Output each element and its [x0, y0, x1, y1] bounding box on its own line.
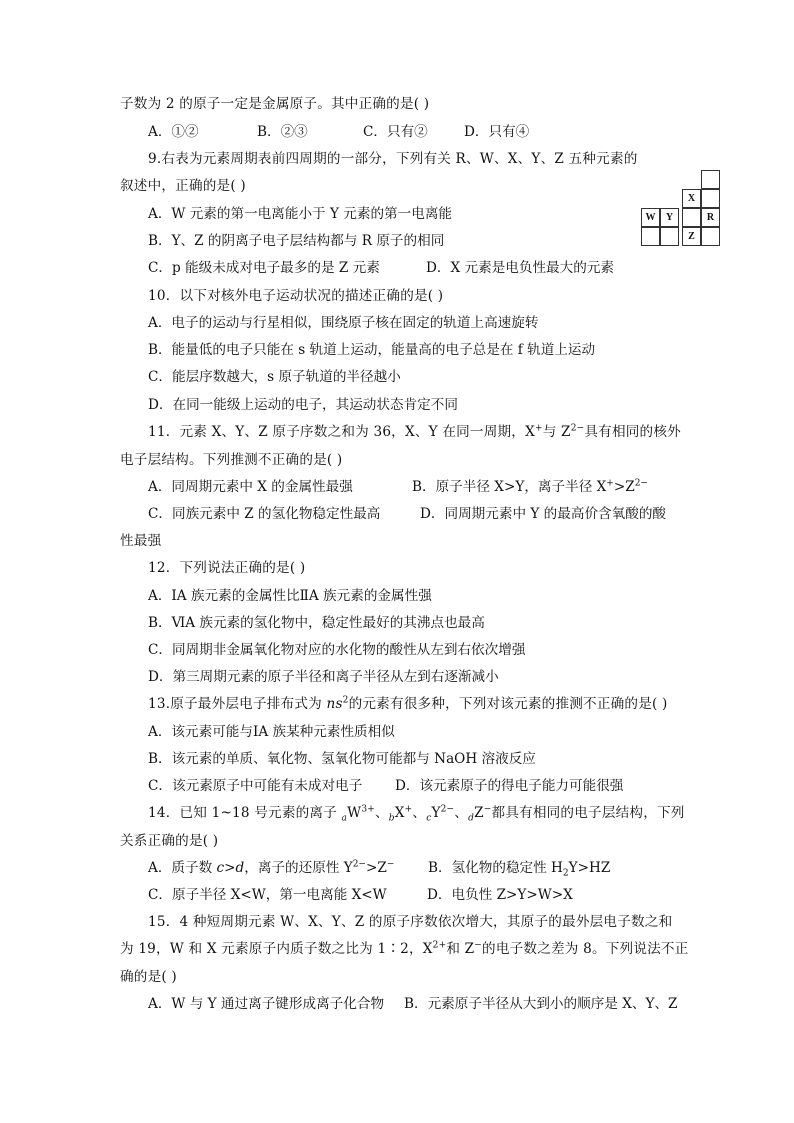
q15-option-a: A．W 与 Y 通过离子键形成离子化合物	[148, 996, 385, 1012]
q11-option-b: B．原子半径 X>Y，离子半径 $X^+>Z^{2-}$	[412, 478, 648, 495]
q11-option-a: A．同周期元素中 X 的金属性最强	[148, 479, 353, 495]
q13-option-d: D．该元素原子的得电子能力可能很强	[395, 778, 624, 794]
ptable-cell-w: W	[641, 208, 660, 227]
q12-option-a: A．ⅠA 族元素的金属性比ⅡA 族元素的金属性强	[148, 588, 432, 604]
ptable-cell-y: Y	[660, 208, 679, 227]
q11-stem-line2: 电子层结构。下列推测不正确的是( )	[120, 452, 343, 468]
q14-stem-line1: 14．已知 1~18 号元素的离子 $_aW^{3+}$、$_b$X+、$_cY^{2-}$、$_d$Z−都具有相同的电子层结构，下列	[148, 804, 685, 824]
q11-option-c: C．同族元素中 Z 的氢化物稳定性最高	[148, 506, 381, 522]
q11-stem-line1: 11．元素 X、Y、Z 原子序数之和为 36，X、Y 在同一周期，X+与 $Z^{2-}$具有相同的核外	[148, 423, 681, 440]
q9-stem-line1: 9.右表为元素周期表前四周期的一部分，下列有关 R、W、X、Y、Z 五种元素的	[148, 151, 638, 167]
q14-option-b: B．氢化物的稳定性 $H_2Y>HZ$	[428, 860, 611, 879]
q14-option-a: A．质子数 c>d，离子的还原性 $Y^{2-}>Z^-$	[148, 859, 395, 876]
ptable-cell-empty	[641, 227, 660, 246]
q9-option-a: A．W 元素的第一电离能小于 Y 元素的第一电离能	[148, 206, 453, 222]
q12-stem: 12．下列说法正确的是( )	[148, 560, 306, 576]
q14-option-d: D．电负性 Z>Y>W>X	[427, 887, 573, 903]
q10-option-b: B．能量低的电子只能在 s 轨道上运动，能量高的电子总是在 f 轨道上运动	[148, 342, 596, 358]
ptable-cell-empty	[682, 208, 701, 227]
q9-stem-line2: 叙述中，正确的是( )	[120, 178, 246, 194]
q11-option-d-cont: 性最强	[120, 533, 162, 549]
q14-stem-line2: 关系正确的是( )	[120, 833, 219, 849]
ptable-cell-x: X	[682, 189, 701, 208]
ptable-cell-empty	[701, 227, 720, 246]
q8-tail-line: 子数为 2 的原子一定是金属原子。其中正确的是( )	[120, 96, 430, 112]
q9-option-c: C．p 能级未成对电子最多的是 Z 元素	[148, 260, 380, 276]
q12-option-c: C．同周期非金属氧化物对应的水化物的酸性从左到右依次增强	[148, 642, 526, 658]
q14-option-c: C．原子半径 X<W，第一电离能 X<W	[148, 887, 387, 903]
q12-option-b: B．ⅥA 族元素的氢化物中，稳定性最好的其沸点也最高	[148, 615, 485, 631]
q13-stem: 13.原子最外层电子排布式为 $ns^2$的元素有很多种，下列对该元素的推测不正确的是( )	[148, 695, 668, 712]
q8-option-b: B．②③	[257, 124, 308, 140]
q15-stem-line3: 确的是( )	[120, 969, 177, 985]
ptable-cell-empty	[660, 227, 679, 246]
ptable-cell-empty	[701, 189, 720, 208]
ptable-cell-r: R	[701, 208, 720, 227]
q11-option-d: D．同周期元素中 Y 的最高价含氧酸的酸	[420, 506, 667, 522]
q13-option-b: B．该元素的单质、氧化物、氢氧化物可能都与 NaOH 溶液反应	[148, 751, 536, 767]
q9-option-d: D．X 元素是电负性最大的元素	[426, 260, 615, 276]
q10-stem: 10．以下对核外电子运动状况的描述正确的是( )	[148, 288, 444, 304]
periodic-table-fragment	[641, 170, 721, 250]
q8-option-d: D．只有④	[464, 124, 530, 140]
q15-option-b: B．元素原子半径从大到小的顺序是 X、Y、Z	[404, 996, 678, 1012]
q12-option-d: D．第三周期元素的原子半径和离子半径从左到右逐渐减小	[148, 669, 499, 685]
q10-option-d: D．在同一能级上运动的电子，其运动状态肯定不同	[148, 397, 458, 413]
ptable-cell-top-right	[701, 170, 720, 189]
q10-option-a: A．电子的运动与行星相似，围绕原子核在固定的轨道上高速旋转	[148, 315, 539, 331]
q8-option-a: A．①②	[148, 124, 199, 140]
ptable-cell-z: Z	[682, 227, 701, 246]
q8-option-c: C．只有②	[363, 124, 428, 140]
q15-stem-line2: 为 19，W 和 X 元素原子内质子数之比为 1∶2，$X^{2+}$和 Z−的电子数之差为 8。下列说法不正	[120, 940, 689, 957]
q10-option-c: C．能层序数越大，s 原子轨道的半径越小	[148, 369, 401, 385]
q13-option-c: C．该元素原子中可能有未成对电子	[148, 778, 363, 794]
q9-option-b: B．Y、Z 的阴离子电子层结构都与 R 原子的相同	[148, 233, 445, 249]
q15-stem-line1: 15．4 种短周期元素 W、X、Y、Z 的原子序数依次增大，其原子的最外层电子数之和	[148, 914, 673, 930]
q13-option-a: A．该元素可能与ⅠA 族某种元素性质相似	[148, 724, 395, 740]
